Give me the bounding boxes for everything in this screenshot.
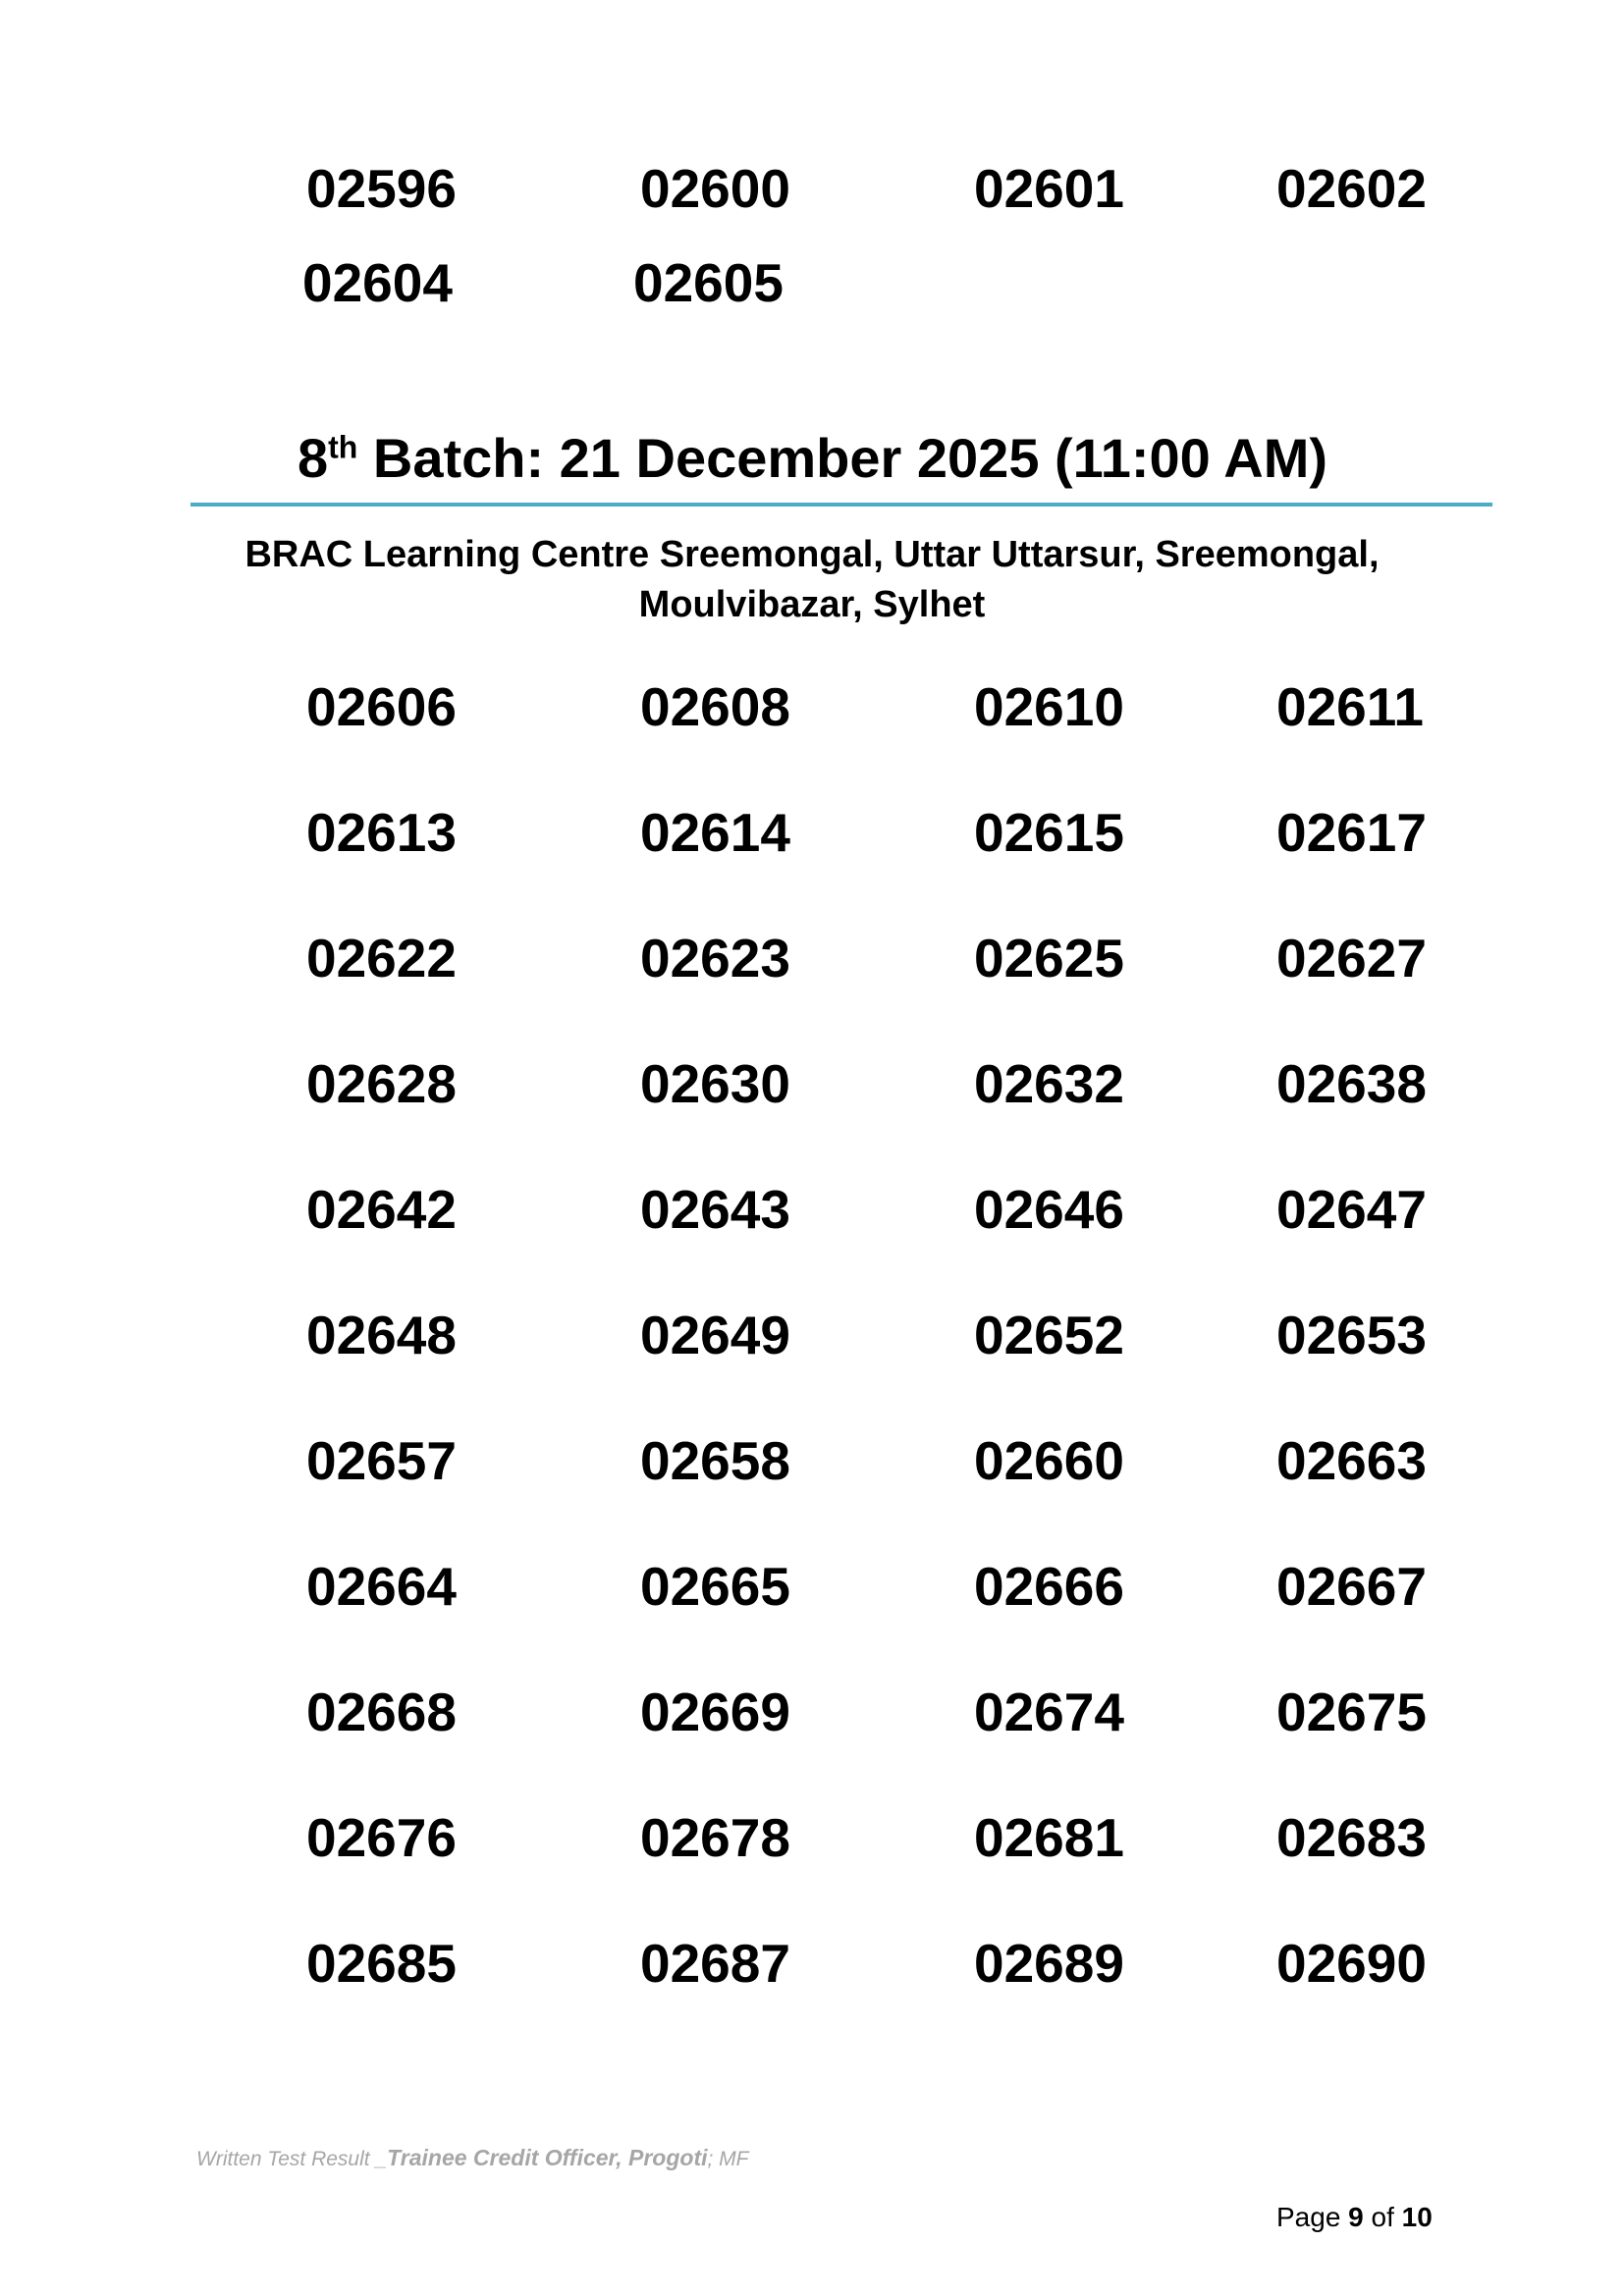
roll-number: 02602 xyxy=(1276,158,1427,219)
roll-number: 02675 xyxy=(1276,1682,1427,1742)
roll-number: 02606 xyxy=(306,676,457,737)
batch-venue xyxy=(177,530,1447,630)
roll-number: 02601 xyxy=(974,158,1124,219)
roll-number: 02632 xyxy=(974,1053,1124,1114)
roll-row xyxy=(0,1806,1624,1932)
roll-number: 02685 xyxy=(306,1933,457,1994)
roll-number: 02647 xyxy=(1276,1179,1427,1240)
roll-number: 02674 xyxy=(974,1682,1124,1742)
heading-divider xyxy=(190,503,1492,507)
roll-number: 02610 xyxy=(974,676,1124,737)
roll-number: 02683 xyxy=(1276,1807,1427,1868)
footer-note xyxy=(196,2145,749,2171)
roll-row xyxy=(0,675,1624,801)
roll-number: 02643 xyxy=(640,1179,790,1240)
roll-row xyxy=(0,251,1624,346)
roll-number: 02628 xyxy=(306,1053,457,1114)
roll-number: 02663 xyxy=(1276,1430,1427,1491)
roll-number: 02676 xyxy=(306,1807,457,1868)
venue-line: Moulvibazar, Sylhet xyxy=(638,584,986,625)
batch-ordinal-suffix: th xyxy=(328,429,358,465)
roll-number: 02617 xyxy=(1276,802,1427,863)
roll-number: 02667 xyxy=(1276,1556,1427,1617)
roll-number: 02665 xyxy=(640,1556,790,1617)
roll-number: 02611 xyxy=(1276,676,1424,737)
roll-number: 02600 xyxy=(640,158,790,219)
previous-batch-roll-grid xyxy=(0,157,1624,346)
roll-number: 02642 xyxy=(306,1179,457,1240)
roll-number: 02613 xyxy=(306,802,457,863)
roll-row xyxy=(0,1178,1624,1304)
roll-row xyxy=(0,801,1624,927)
roll-row xyxy=(0,1052,1624,1178)
roll-number: 02653 xyxy=(1276,1305,1427,1365)
roll-row xyxy=(0,1304,1624,1429)
roll-number: 02657 xyxy=(306,1430,457,1491)
batch-heading xyxy=(191,424,1434,493)
roll-number: 02604 xyxy=(302,252,453,313)
footer-note-prefix: Written Test Result _ xyxy=(196,2148,388,2170)
roll-number: 02615 xyxy=(974,802,1124,863)
roll-row xyxy=(0,157,1624,251)
roll-number: 02623 xyxy=(640,928,790,988)
batch-title-text: Batch: 21 December 2025 (11:00 AM) xyxy=(357,427,1328,489)
roll-number: 02668 xyxy=(306,1682,457,1742)
page-label: Page xyxy=(1276,2202,1349,2232)
roll-row xyxy=(0,1555,1624,1681)
roll-row xyxy=(0,1932,1624,2057)
roll-row xyxy=(0,927,1624,1052)
roll-number: 02660 xyxy=(974,1430,1124,1491)
roll-number: 02648 xyxy=(306,1305,457,1365)
roll-number: 02690 xyxy=(1276,1933,1427,1994)
roll-number: 02630 xyxy=(640,1053,790,1114)
roll-number: 02608 xyxy=(640,676,790,737)
page-current: 9 xyxy=(1348,2202,1364,2232)
roll-number: 02689 xyxy=(974,1933,1124,1994)
roll-number: 02687 xyxy=(640,1933,790,1994)
roll-number: 02596 xyxy=(306,158,457,219)
roll-number: 02625 xyxy=(974,928,1124,988)
page-number xyxy=(1276,2202,1433,2233)
footer-note-suffix: ; MF xyxy=(707,2148,749,2170)
batch-ordinal-number: 8 xyxy=(297,427,329,489)
roll-number: 02646 xyxy=(974,1179,1124,1240)
roll-number: 02666 xyxy=(974,1556,1124,1617)
roll-number: 02614 xyxy=(640,802,790,863)
roll-row xyxy=(0,1681,1624,1806)
roll-number: 02622 xyxy=(306,928,457,988)
footer-note-position: Trainee Credit Officer, Progoti xyxy=(387,2145,708,2170)
roll-number: 02664 xyxy=(306,1556,457,1617)
page-total: 10 xyxy=(1401,2202,1433,2232)
roll-number: 02627 xyxy=(1276,928,1427,988)
batch-roll-grid xyxy=(0,675,1624,2057)
roll-number: 02669 xyxy=(640,1682,790,1742)
roll-number: 02678 xyxy=(640,1807,790,1868)
venue-line: BRAC Learning Centre Sreemongal, Uttar Uttarsur, Sreemongal, xyxy=(244,534,1380,575)
roll-number: 02638 xyxy=(1276,1053,1427,1114)
roll-number: 02605 xyxy=(633,252,784,313)
roll-number: 02652 xyxy=(974,1305,1124,1365)
page-of-label: of xyxy=(1363,2202,1402,2232)
roll-number: 02658 xyxy=(640,1430,790,1491)
roll-number: 02681 xyxy=(974,1807,1124,1868)
roll-row xyxy=(0,1429,1624,1555)
roll-number: 02649 xyxy=(640,1305,790,1365)
